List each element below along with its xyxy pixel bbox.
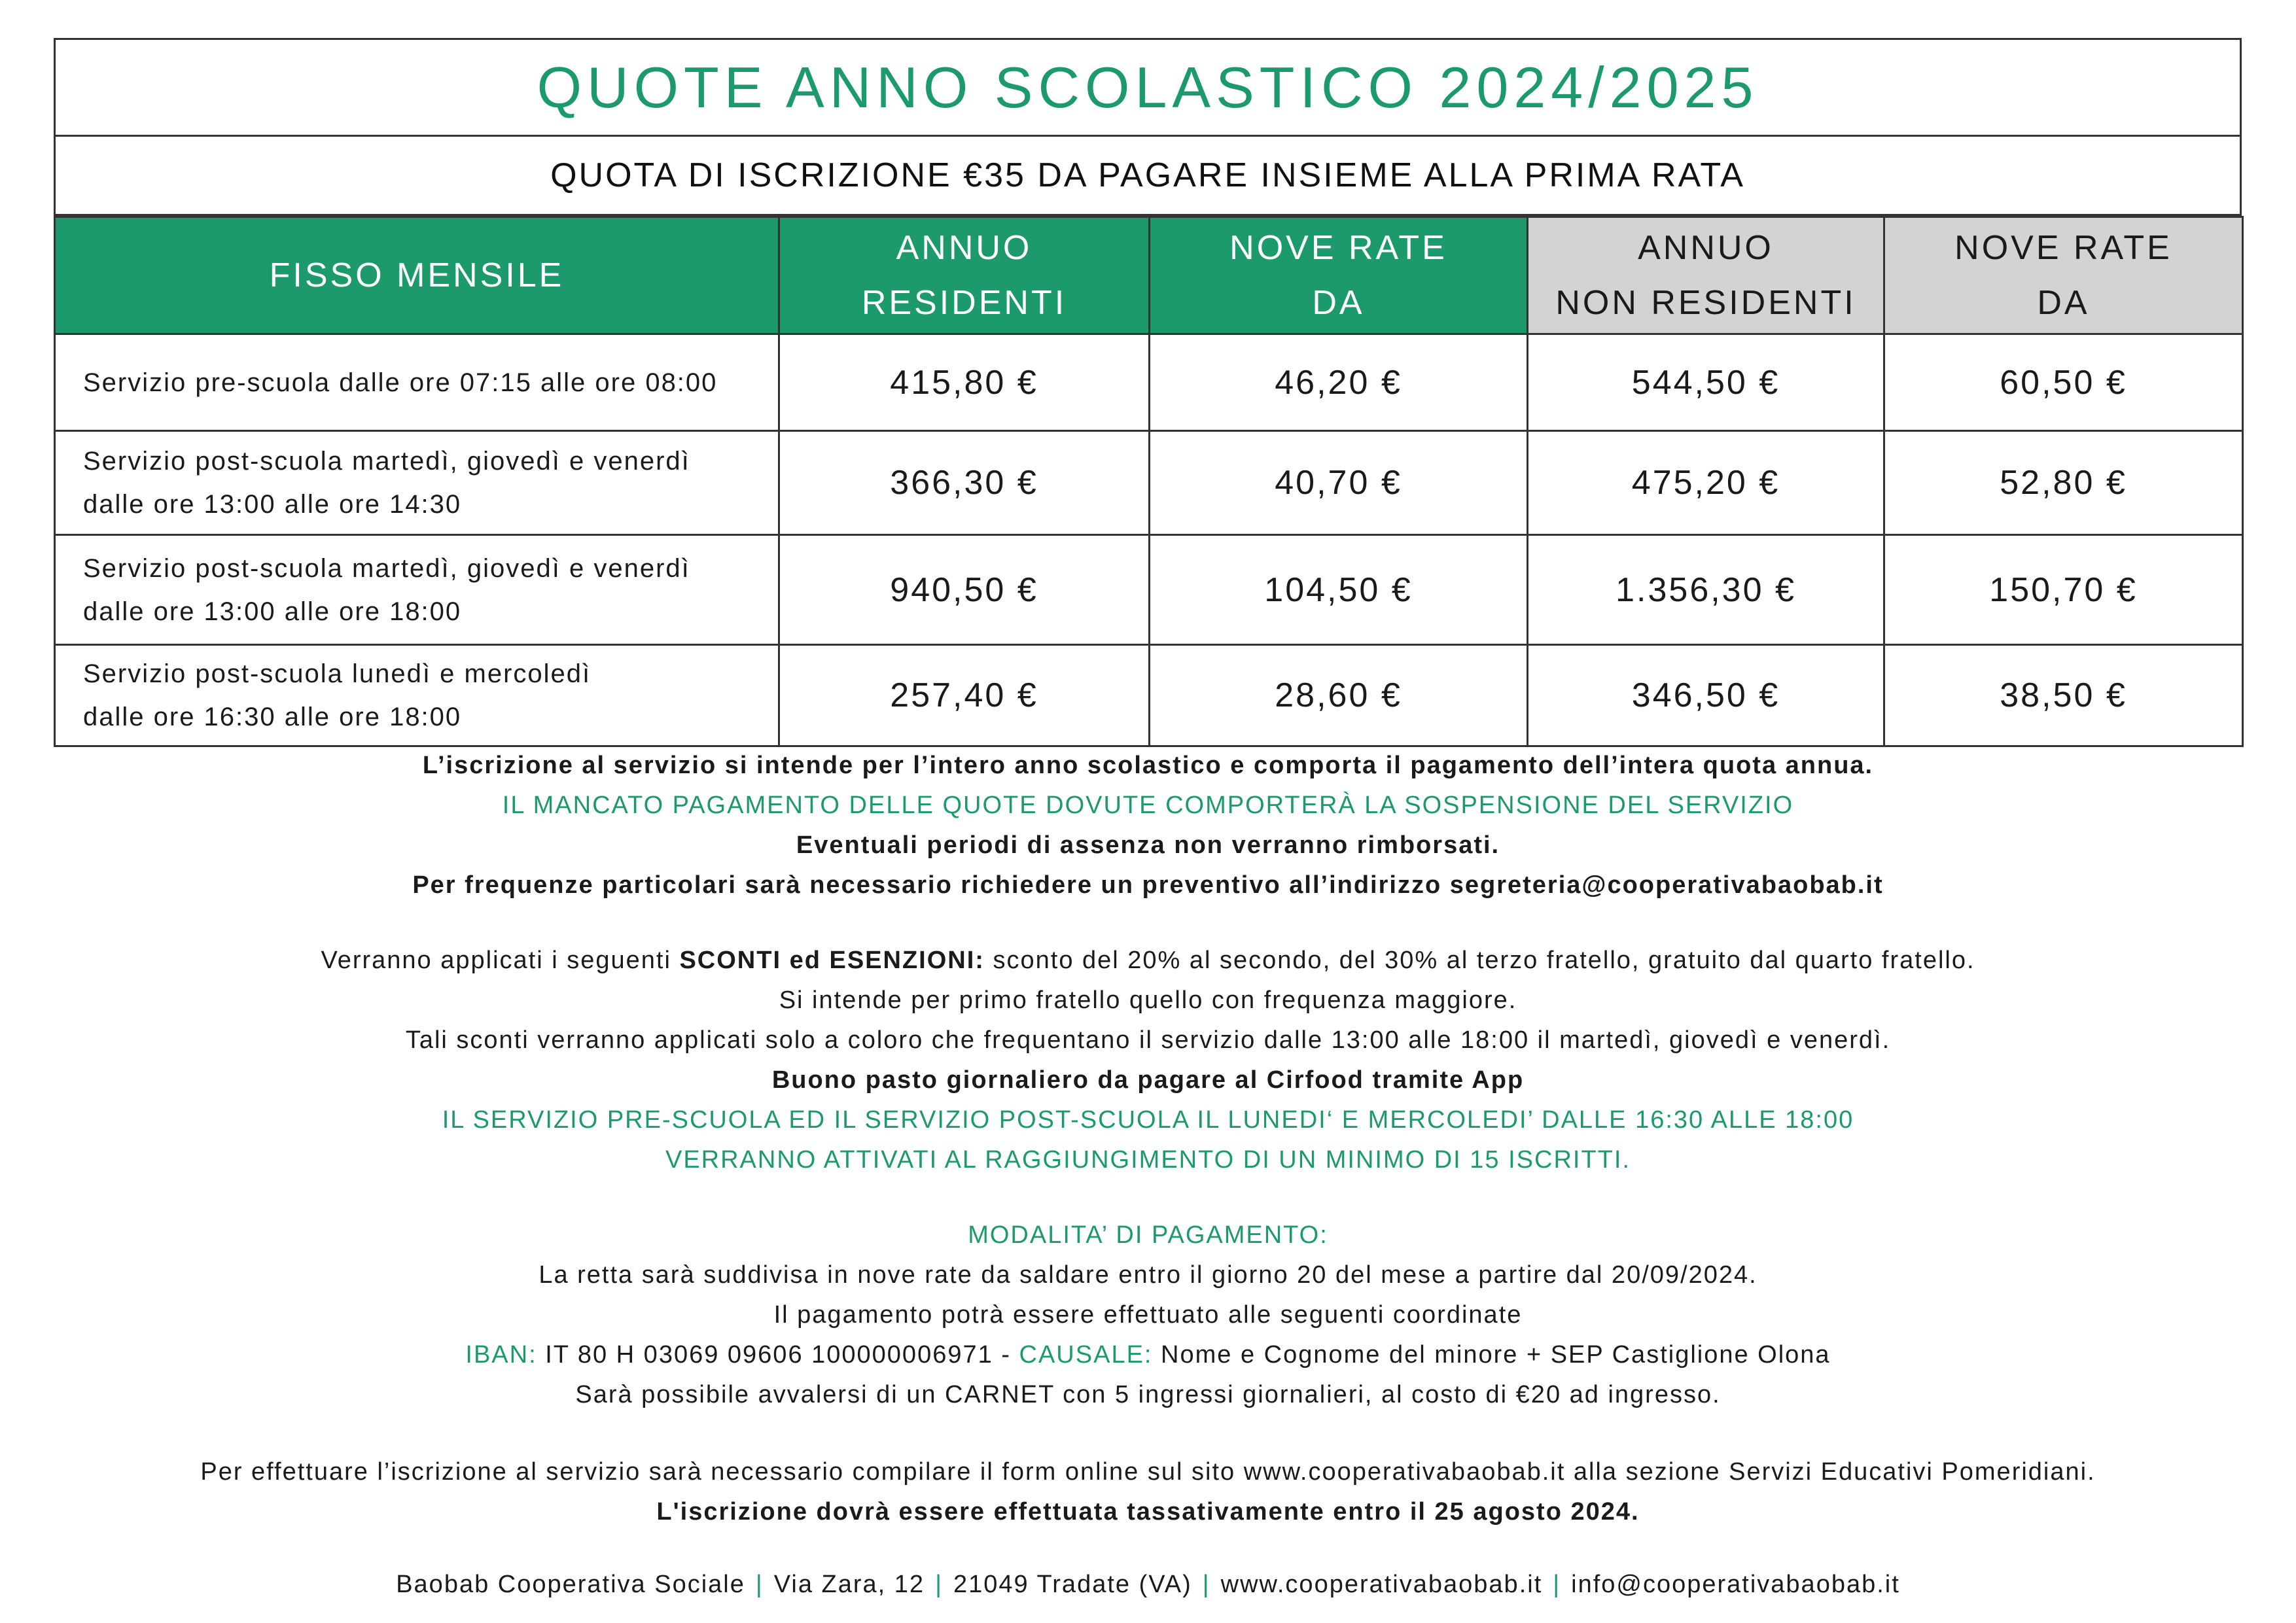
footer-separator: |	[1202, 1571, 1210, 1598]
service-description	[55, 645, 779, 746]
header-label: DA	[2037, 284, 2090, 322]
signup-section	[0, 1452, 2296, 1532]
price-cell: 366,30 €	[779, 431, 1150, 535]
description-line: dalle ore 16:30 alle ore 18:00	[83, 703, 462, 731]
discounts-label: SCONTI ed ESENZIONI:	[679, 947, 985, 974]
table-row	[55, 334, 2243, 431]
footer-company-name: Baobab Cooperativa Sociale	[396, 1571, 745, 1598]
terms-notes	[0, 746, 2296, 905]
description-line: Servizio post-scuola lunedì e mercoledì	[83, 659, 592, 688]
note-activation-services: IL SERVIZIO PRE-SCUOLA ED IL SERVIZIO POST-SCUOLA IL LUNEDI‘ E MERCOLEDI’ DALLE 16:30 ALLE 18:00	[442, 1106, 1854, 1134]
price-cell: 28,60 €	[1150, 645, 1528, 746]
header-fisso-mensile	[55, 217, 779, 334]
footer-separator: |	[1553, 1571, 1561, 1598]
price-cell: 38,50 €	[1884, 645, 2243, 746]
iban-label: IBAN:	[465, 1341, 537, 1369]
description-line: Servizio pre-scuola dalle ore 07:15 alle ore 08:00	[83, 368, 718, 397]
footer-website-link[interactable]: www.cooperativabaobab.it	[1220, 1571, 1543, 1598]
note-suspension-warning: IL MANCATO PAGAMENTO DELLE QUOTE DOVUTE COMPORTERÀ LA SOSPENSIONE DEL SERVIZIO	[502, 792, 1794, 819]
causale-value: Nome e Cognome del minore + SEP Castiglione Olona	[1152, 1341, 1831, 1369]
note-first-sibling: Si intende per primo fratello quello con frequenza maggiore.	[779, 986, 1517, 1014]
fee-table-header-row	[55, 217, 2243, 334]
discounts-intro: Verranno applicati i seguenti	[321, 947, 680, 974]
header-label: ANNUO	[896, 229, 1033, 267]
description-line: Servizio post-scuola martedì, giovedì e venerdì	[83, 447, 690, 476]
description-line: dalle ore 13:00 alle ore 14:30	[83, 490, 462, 519]
header-label: NOVE RATE	[1954, 229, 2172, 267]
price-cell: 104,50 €	[1150, 535, 1528, 645]
footer-separator: |	[935, 1571, 943, 1598]
table-row	[55, 431, 2243, 535]
price-cell: 52,80 €	[1884, 431, 2243, 535]
discounts-section	[0, 941, 2296, 1180]
table-row	[55, 535, 2243, 645]
footer-city: 21049 Tradate (VA)	[953, 1571, 1192, 1598]
note-no-refund: Eventuali periodi di assenza non verranno rimborsati.	[796, 831, 1500, 859]
discounts-detail: sconto del 20% al secondo, del 30% al terzo fratello, gratuito dal quarto fratello.	[984, 947, 1975, 974]
page-title: QUOTE ANNO SCOLASTICO 2024/2025	[54, 38, 2242, 137]
description-line: dalle ore 13:00 alle ore 18:00	[83, 597, 462, 626]
header-nove-rate-residenti	[1150, 217, 1528, 334]
signup-instructions: Per effettuare l’iscrizione al servizio sarà necessario compilare il form online sul sito www.cooperativabaobab.it alla sezione Servizi Educativi Pomeridiani.	[200, 1458, 2096, 1486]
price-cell: 46,20 €	[1150, 334, 1528, 431]
description-line: Servizio post-scuola martedì, giovedì e venerdì	[83, 553, 690, 583]
price-cell: 1.356,30 €	[1528, 535, 1884, 645]
price-cell: 346,50 €	[1528, 645, 1884, 746]
note-special-frequency: Per frequenze particolari sarà necessario richiedere un preventivo all’indirizzo segreteria@cooperativabaobab.it	[412, 871, 1884, 899]
price-cell: 940,50 €	[779, 535, 1150, 645]
fee-table	[54, 216, 2244, 747]
header-nove-rate-non-residenti	[1884, 217, 2243, 334]
table-row	[55, 645, 2243, 746]
header-label: NOVE RATE	[1229, 229, 1447, 267]
payment-heading: MODALITA’ DI PAGAMENTO:	[968, 1221, 1328, 1249]
footer-contacts	[0, 1565, 2296, 1605]
note-annual-enrollment: L’iscrizione al servizio si intende per l’intero anno scolastico e comporta il pagamento dell’intera quota annua.	[422, 752, 1874, 779]
header-label: ANNUO	[1638, 229, 1774, 267]
payment-coordinates-intro: Il pagamento potrà essere effettuato alle seguenti coordinate	[773, 1301, 1523, 1329]
footer-separator: |	[755, 1571, 764, 1598]
service-description	[55, 431, 779, 535]
price-cell: 257,40 €	[779, 645, 1150, 746]
causale-label: CAUSALE:	[1019, 1341, 1153, 1369]
header-annuo-residenti	[779, 217, 1150, 334]
price-cell: 40,70 €	[1150, 431, 1528, 535]
header-label: DA	[1312, 284, 1365, 322]
price-sheet	[54, 38, 2242, 747]
price-cell: 475,20 €	[1528, 431, 1884, 535]
footer-address: Via Zara, 12	[773, 1571, 925, 1598]
iban-value: IT 80 H 03069 09606 100000006971 -	[537, 1341, 1019, 1369]
header-label: FISSO MENSILE	[269, 256, 565, 294]
payment-section	[0, 1215, 2296, 1415]
price-cell: 150,70 €	[1884, 535, 2243, 645]
payment-installments: La retta sarà suddivisa in nove rate da saldare entro il giorno 20 del mese a partire dal 20/09/2024.	[539, 1261, 1757, 1289]
note-activation-minimum: VERRANNO ATTIVATI AL RAGGIUNGIMENTO DI UN MINIMO DI 15 ISCRITTI.	[665, 1146, 1631, 1174]
price-cell: 544,50 €	[1528, 334, 1884, 431]
note-meal-voucher: Buono pasto giornaliero da pagare al Cirfood tramite App	[771, 1066, 1525, 1094]
payment-carnet: Sarà possibile avvalersi di un CARNET con 5 ingressi giornalieri, al costo di €20 ad ingresso.	[575, 1381, 1721, 1408]
enrollment-fee-banner: QUOTA DI ISCRIZIONE €35 DA PAGARE INSIEME ALLA PRIMA RATA	[54, 137, 2242, 216]
service-description	[55, 535, 779, 645]
footer	[0, 1565, 2296, 1605]
note-discount-condition: Tali sconti verranno applicati solo a coloro che frequentano il servizio dalle 13:00 alle 18:00 il martedì, giovedì e venerdì.	[405, 1026, 1891, 1054]
service-description	[55, 334, 779, 431]
header-label: RESIDENTI	[861, 284, 1067, 322]
signup-deadline: L'iscrizione dovrà essere effettuata tassativamente entro il 25 agosto 2024.	[656, 1498, 1640, 1526]
price-cell: 415,80 €	[779, 334, 1150, 431]
footer-email-link[interactable]: info@cooperativabaobab.it	[1571, 1571, 1900, 1598]
note-discounts	[0, 941, 2296, 981]
payment-iban-line	[0, 1335, 2296, 1375]
price-cell: 60,50 €	[1884, 334, 2243, 431]
header-annuo-non-residenti	[1528, 217, 1884, 334]
header-label: NON RESIDENTI	[1555, 284, 1856, 322]
